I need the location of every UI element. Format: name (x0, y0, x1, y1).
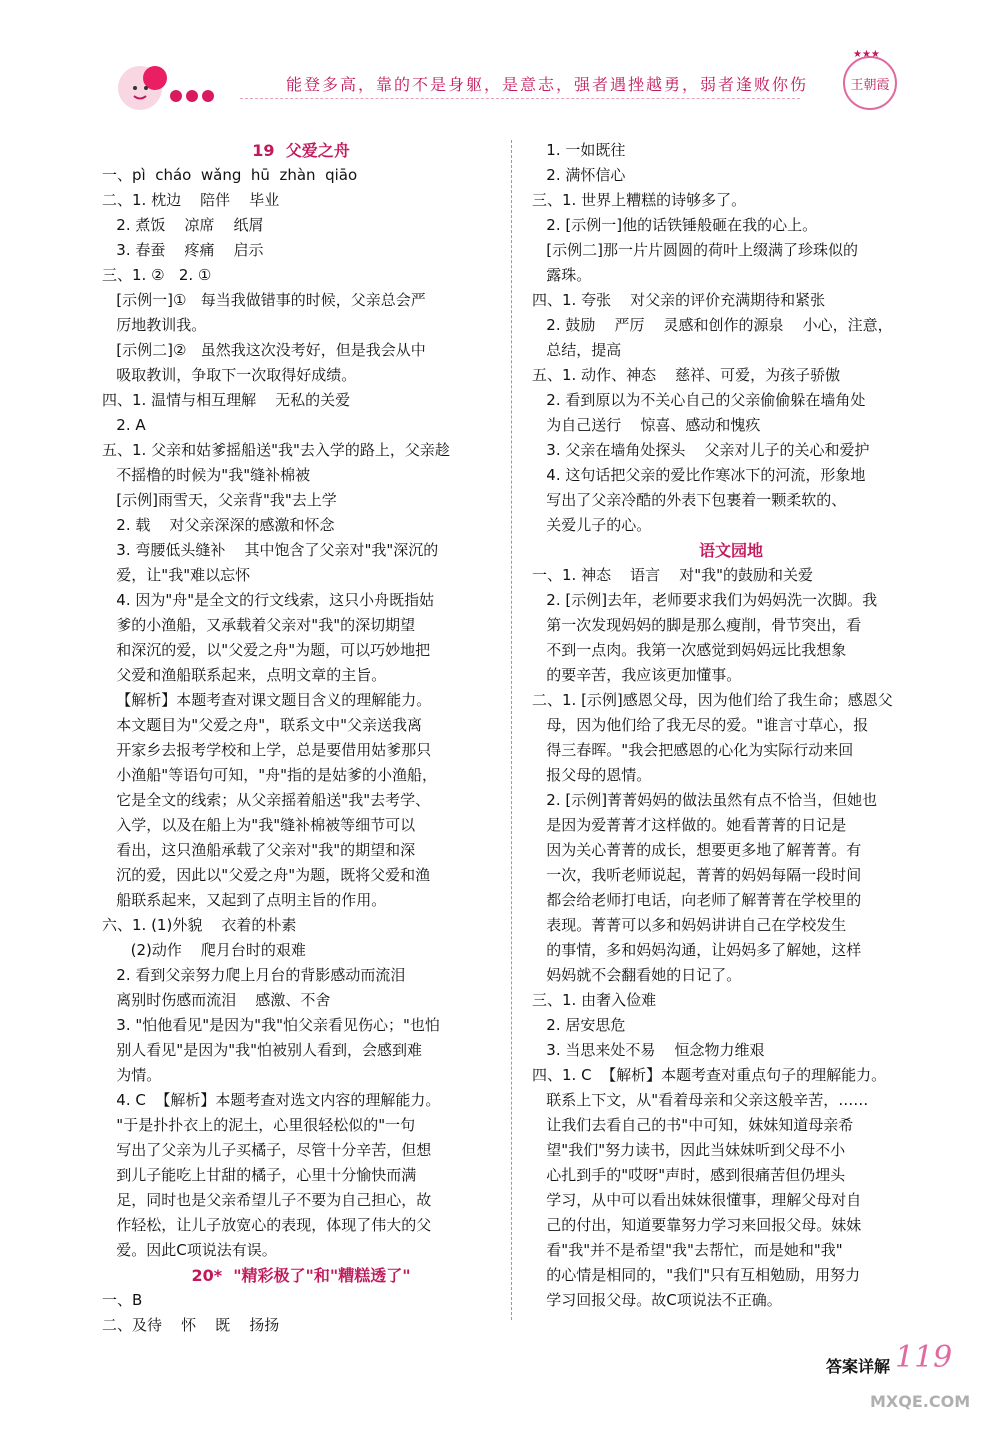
answer-line: 为情。 (102, 1066, 162, 1084)
answer-line: 本文题目为"父爱之舟"，联系文中"父亲送我离 (102, 716, 423, 734)
answer-line: 和深沉的爱，以"父爱之舟"为题，可以巧妙地把 (102, 641, 431, 659)
answer-line: 得三春晖。"我会把感恩的心化为实际行动来回 (532, 741, 854, 759)
answer-line: [示例一]① 每当我做错事的时候，父亲总会严 (102, 291, 426, 309)
answer-line: 2. 载 对父亲深深的感激和怀念 (102, 516, 335, 534)
answer-line: 4. C 【解析】本题考查对选文内容的理解能力。 (102, 1091, 441, 1109)
answer-line: 三、1. 由奢入俭难 (532, 991, 657, 1009)
answer-line: 它是全文的线索；从父亲摇着船送"我"去考学、 (102, 791, 431, 809)
answer-line: 看"我"并不是希望"我"去帮忙，而是她和"我" (532, 1241, 843, 1259)
answer-line: 五、1. 父亲和姑爹摇船送"我"去入学的路上，父亲趁 (102, 441, 450, 459)
decor-dot-icon (186, 90, 198, 102)
answer-line: 作轻松，让儿子放宽心的表现，体现了伟大的父 (102, 1216, 432, 1234)
answer-line: 4. 这句话把父亲的爱比作寒冰下的河流，形象地 (532, 466, 866, 484)
answer-line: 是因为爱菁菁才这样做的。她看菁菁的日记是 (532, 816, 847, 834)
answer-line: 3. 弯腰低头缝补 其中饱含了父亲对"我"深沉的 (102, 541, 439, 559)
answer-line: 2. A (102, 416, 146, 434)
answer-line: 2. [示例]菁菁妈妈的做法虽然有点不恰当，但她也 (532, 791, 878, 809)
answer-line: 写出了父亲为儿子买橘子，尽管十分辛苦，但想 (102, 1141, 432, 1159)
answer-line: 2. 煮饭 凉席 纸屑 (102, 216, 264, 234)
answer-line: (2)动作 爬月台时的艰难 (102, 941, 306, 959)
answer-line: 让我们去看自己的书"中可知，妹妹知道母亲希 (532, 1116, 854, 1134)
answer-line: 厉地教训我。 (102, 316, 207, 334)
answer-line: 一、B (102, 1291, 143, 1309)
right-column (532, 138, 930, 1313)
answer-line: 四、1. 夸张 对父亲的评价充满期待和紧张 (532, 291, 826, 309)
answer-line: 总结，提高 (532, 341, 622, 359)
answer-line: 二、1. 枕边 陪伴 毕业 (102, 191, 280, 209)
answer-line: 联系上下文，从"看着母亲和父亲这般辛苦，…… (532, 1091, 869, 1109)
answer-line: 学习回报父母。故C项说法不正确。 (532, 1291, 782, 1309)
answer-line: 一、pì cháo wǎng hū zhàn qiāo (102, 166, 358, 184)
answer-line: 己的付出，知道要靠努力学习来回报父母。妹妹 (532, 1216, 862, 1234)
watermark-text: MXQE.COM (870, 1392, 971, 1411)
svg-text:★★★: ★★★ (853, 49, 880, 60)
answer-line: 不到一点肉。我第一次感觉到妈妈远比我想象 (532, 641, 847, 659)
answer-line: 爱，让"我"难以忘怀 (102, 566, 251, 584)
brand-badge-icon (835, 45, 905, 115)
answer-line: 2. 鼓励 严厉 灵感和创作的源泉 小心，注意， (532, 316, 893, 334)
answer-line: 2. 居安思危 (532, 1016, 626, 1034)
answer-line: 的事情，多和妈妈沟通，让妈妈多了解她，这样 (532, 941, 862, 959)
decor-dot-icon (202, 90, 214, 102)
answer-line: 吸取教训，争取下一次取得好成绩。 (102, 366, 357, 384)
answer-line: [示例二]② 虽然我这次没考好，但是我会从中 (102, 341, 426, 359)
answer-line: "于是扑扑衣上的泥土，心里很轻松似的"一句 (102, 1116, 416, 1134)
answer-line: 看出，这只渔船承载了父亲对"我"的期望和深 (102, 841, 416, 859)
answer-line: [示例]雨雪天，父亲背"我"去上学 (102, 491, 337, 509)
answer-line: 三、1. ② 2. ① (102, 266, 212, 284)
answer-line: 小渔船"等语句可知，"舟"指的是姑爹的小渔船， (102, 766, 438, 784)
answer-line: 【解析】本题考查对课文题目含义的理解能力。 (102, 691, 432, 709)
header-motto: 能登多高，靠的不是身躯，是意志，强者遇挫越勇，弱者逢败你伤 (286, 75, 809, 94)
answer-line: 离别时伤感而流泪 感激、不舍 (102, 991, 331, 1009)
answer-line: 为自己送行 惊喜、感动和愧疚 (532, 416, 761, 434)
answer-line: 四、1. 温情与相互理解 无私的关爱 (102, 391, 351, 409)
column-divider (511, 140, 512, 1320)
left-column (102, 138, 500, 1338)
answer-line: 3. 当思来处不易 恒念物力维艰 (532, 1041, 765, 1059)
answer-line: 船联系起来，又起到了点明主旨的作用。 (102, 891, 387, 909)
answer-line: 沉的爱，因此以"父爱之舟"为题，既将父爱和渔 (102, 866, 431, 884)
answer-line: 表现。菁菁可以多和妈妈讲讲自己在学校发生 (532, 916, 847, 934)
header-divider (240, 98, 800, 99)
answer-line: 4. 因为"舟"是全文的行文线索，这只小舟既指姑 (102, 591, 435, 609)
answer-line: 爹的小渔船，又承载着父亲对"我"的深切期望 (102, 616, 416, 634)
page-number: 119 (895, 1340, 953, 1375)
answer-line: 四、1. C 【解析】本题考查对重点句子的理解能力。 (532, 1066, 887, 1084)
decor-dot-icon (170, 90, 182, 102)
cartoon-character-icon (100, 58, 220, 118)
answer-line: 二、及待 怀 既 扬扬 (102, 1316, 280, 1334)
section-title: 语文园地 (698, 541, 763, 560)
answer-line: 3. 父亲在墙角处探头 父亲对儿子的关心和爱护 (532, 441, 870, 459)
answer-line: 心扎到手的"哎呀"声时，感到很痛苦但仍埋头 (532, 1166, 846, 1184)
answer-line: 2. 看到原以为不关心自己的父亲偷偷躲在墙角处 (532, 391, 866, 409)
answer-line: 望"我们"努力读书，因此当妹妹听到父母不小 (532, 1141, 846, 1159)
answer-line: 3. 春蚕 疼痛 启示 (102, 241, 264, 259)
answer-line: 学习，从中可以看出妹妹很懂事，理解父母对自 (532, 1191, 862, 1209)
answer-line: 一次，我听老师说起，菁菁的妈妈每隔一段时间 (532, 866, 862, 884)
answer-line: 五、1. 动作、神态 慈祥、可爱，为孩子骄傲 (532, 366, 841, 384)
brand-badge-label: 王朝霞 (850, 78, 890, 93)
answer-line: 足，同时也是父亲希望儿子不要为自己担心，故 (102, 1191, 432, 1209)
answer-line: 2. [示例]去年，老师要求我们为妈妈洗一次脚。我 (532, 591, 878, 609)
answer-line: 写出了父亲冷酷的外表下包裹着一颗柔软的、 (532, 491, 847, 509)
answer-line: 二、1. [示例]感恩父母，因为他们给了我生命；感恩父 (532, 691, 893, 709)
answer-line: 入学，以及在船上为"我"缝补棉被等细节可以 (102, 816, 416, 834)
answer-line: 2. 满怀信心 (532, 166, 626, 184)
answer-line: 不摇橹的时候为"我"缝补棉被 (102, 466, 311, 484)
section-title: 20* "精彩极了"和"糟糕透了" (191, 1266, 411, 1285)
answer-line: 妈妈就不会翻看她的日记了。 (532, 966, 742, 984)
answer-line: 关爱儿子的心。 (532, 516, 652, 534)
answer-line: 露珠。 (532, 266, 592, 284)
answer-line: 父爱和渔船联系起来，点明文章的主旨。 (102, 666, 387, 684)
answer-line: 六、1. (1)外貌 衣着的朴素 (102, 916, 297, 934)
answer-line: 因为关心菁菁的成长，想要更多地了解菁菁。有 (532, 841, 862, 859)
section-title: 19 父爱之舟 (252, 141, 350, 160)
answer-line: 2. 看到父亲努力爬上月台的背影感动而流泪 (102, 966, 406, 984)
answer-line: 一、1. 神态 语言 对"我"的鼓励和关爱 (532, 566, 814, 584)
answer-line: 的要辛苦，我应该更加懂事。 (532, 666, 742, 684)
answer-line: 1. 一如既往 (532, 141, 626, 159)
answer-line: 报父母的恩情。 (532, 766, 652, 784)
page-header (0, 0, 1000, 120)
answer-line: 爱。因此C项说法有误。 (102, 1241, 277, 1259)
answer-line: 2. [示例一]他的话铁锤般砸在我的心上。 (532, 216, 818, 234)
answer-line: 别人看见"是因为"我"怕被别人看到，会感到难 (102, 1041, 423, 1059)
answer-line: 3. "怕他看见"是因为"我"怕父亲看见伤心；"也怕 (102, 1016, 440, 1034)
answer-line: 三、1. 世界上糟糕的诗够多了。 (532, 191, 747, 209)
answer-line: [示例二]那一片片圆圆的荷叶上缀满了珍珠似的 (532, 241, 859, 259)
answer-line: 到儿子能吃上甘甜的橘子，心里十分愉快而满 (102, 1166, 417, 1184)
answer-line: 的心情是相同的，"我们"只有互相勉励，用努力 (532, 1266, 861, 1284)
answer-line: 第一次发现妈妈的脚是那么瘦削，骨节突出，看 (532, 616, 862, 634)
answer-line: 母，因为他们给了我无尽的爱。"谁言寸草心，报 (532, 716, 869, 734)
answer-line: 开家乡去报考学校和上学，总是要借用姑爹那只 (102, 741, 432, 759)
footer-label: 答案详解 (826, 1357, 891, 1376)
answer-line: 都会给老师打电话，向老师了解菁菁在学校里的 (532, 891, 862, 909)
